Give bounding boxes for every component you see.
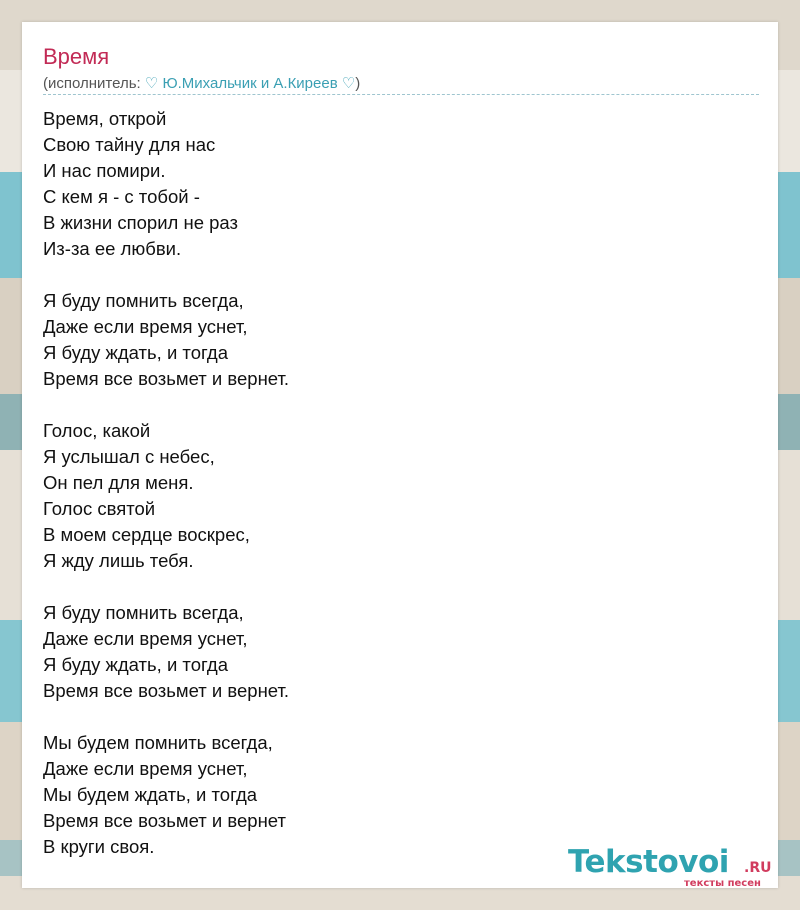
logo-tagline: тексты песен [684, 878, 761, 889]
lyric-line: В моем сердце воскрес, [43, 524, 250, 545]
lyric-line: С кем я - с тобой - [43, 186, 200, 207]
performer-prefix: (исполнитель: [43, 75, 145, 92]
lyric-line: Я буду помнить всегда, [43, 290, 244, 311]
lyric-line: Я буду ждать, и тогда [43, 342, 228, 363]
lyric-line: И нас помири. [43, 160, 166, 181]
lyric-line: Даже если время уснет, [43, 758, 248, 779]
lyrics-body [43, 106, 723, 860]
stanza [43, 106, 723, 262]
stanza [43, 600, 723, 704]
logo-tld: .RU [744, 860, 772, 876]
lyric-line: Время все возьмет и вернет. [43, 368, 290, 389]
lyric-line: Время все возьмет и вернет [43, 810, 286, 831]
lyric-line: Из-за ее любви. [43, 238, 182, 259]
lyric-line: Даже если время уснет, [43, 316, 248, 337]
stanza [43, 288, 723, 392]
lyric-line: Он пел для меня. [43, 472, 194, 493]
stanza [43, 418, 723, 574]
logo-text: Tekstovoi [568, 844, 729, 880]
song-title: Время [43, 44, 110, 69]
site-logo[interactable] [568, 844, 778, 888]
lyric-line: Свою тайну для нас [43, 134, 216, 155]
lyric-line: Даже если время уснет, [43, 628, 248, 649]
lyric-line: Я жду лишь тебя. [43, 550, 194, 571]
performer-link[interactable]: ♡ Ю.Михальчик и А.Киреев ♡ [144, 75, 356, 92]
lyric-line: Я услышал с небес, [43, 446, 215, 467]
lyrics-card [22, 22, 778, 888]
stanza [43, 730, 723, 860]
lyric-line: Голос, какой [43, 420, 151, 441]
lyric-line: Время все возьмет и вернет. [43, 680, 290, 701]
lyric-line: Время, открой [43, 108, 167, 129]
performer-line [43, 74, 759, 95]
lyric-line: Я буду ждать, и тогда [43, 654, 228, 675]
lyric-line: В круги своя. [43, 836, 155, 857]
lyric-line: Мы будем помнить всегда, [43, 732, 273, 753]
lyric-line: Я буду помнить всегда, [43, 602, 244, 623]
lyric-line: В жизни спорил не раз [43, 212, 238, 233]
lyric-line: Мы будем ждать, и тогда [43, 784, 258, 805]
performer-suffix: ) [355, 75, 361, 92]
lyric-line: Голос святой [43, 498, 156, 519]
